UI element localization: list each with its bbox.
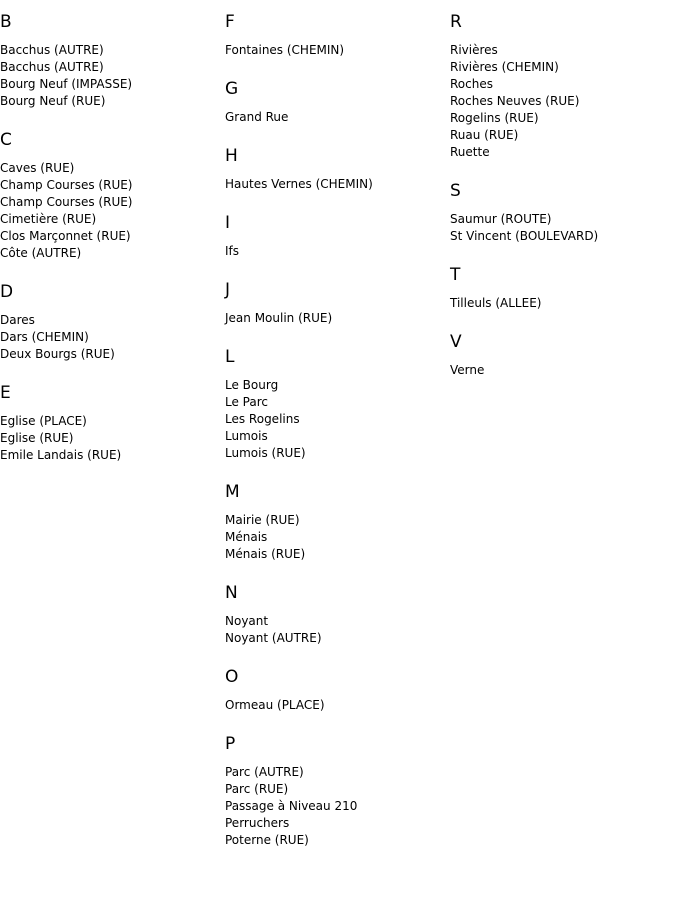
letter-group-i <box>225 213 450 260</box>
letter-heading: N <box>225 583 238 603</box>
street-item: Rivières <box>450 43 498 57</box>
street-item: Bourg Neuf (RUE) <box>0 94 106 108</box>
street-item: Ruau (RUE) <box>450 128 519 142</box>
letter-group-p <box>225 734 450 849</box>
street-item: Fontaines (CHEMIN) <box>225 43 345 57</box>
street-item: Côte (AUTRE) <box>0 246 82 260</box>
letter-group-d <box>0 282 225 363</box>
street-item: St Vincent (BOULEVARD) <box>450 229 599 243</box>
letter-heading: E <box>0 383 11 403</box>
street-list <box>0 42 225 110</box>
street-index-column-1 <box>0 0 225 464</box>
letter-group-h <box>225 146 450 193</box>
street-list <box>450 362 675 379</box>
street-item: Tilleuls (ALLEE) <box>450 296 542 310</box>
street-item: Parc (RUE) <box>225 782 289 796</box>
street-item: Poterne (RUE) <box>225 833 309 847</box>
letter-group-o <box>225 667 450 714</box>
street-item: Grand Rue <box>225 110 289 124</box>
street-item: Lumois (RUE) <box>225 446 306 460</box>
street-item: Ménais (RUE) <box>225 547 306 561</box>
letter-heading: I <box>225 213 231 233</box>
street-list <box>225 512 450 563</box>
street-list <box>450 211 675 245</box>
street-list <box>225 176 450 193</box>
letter-group-t <box>450 265 675 312</box>
letter-group-b <box>0 12 225 110</box>
letter-group-s <box>450 181 675 245</box>
street-list <box>225 42 450 59</box>
street-item: Champ Courses (RUE) <box>0 178 133 192</box>
street-item: Noyant <box>225 614 269 628</box>
street-item: Ménais <box>225 530 268 544</box>
letter-heading: R <box>450 12 462 32</box>
street-item: Le Parc <box>225 395 268 409</box>
street-list <box>225 243 450 260</box>
street-item: Bacchus (AUTRE) <box>0 43 104 57</box>
street-item: Perruchers <box>225 816 290 830</box>
street-item: Bourg Neuf (IMPASSE) <box>0 77 133 91</box>
street-item: Passage à Niveau 210 <box>225 799 358 813</box>
street-list <box>0 413 225 464</box>
street-item: Roches Neuves (RUE) <box>450 94 580 108</box>
street-index-column-3 <box>450 0 675 379</box>
letter-group-n <box>225 583 450 647</box>
street-item: Deux Bourgs (RUE) <box>0 347 115 361</box>
letter-heading: V <box>450 332 462 352</box>
street-item: Mairie (RUE) <box>225 513 300 527</box>
street-list <box>225 613 450 647</box>
street-item: Dares <box>0 313 35 327</box>
letter-group-r <box>450 12 675 161</box>
letter-heading: D <box>0 282 14 302</box>
letter-heading: F <box>225 12 235 32</box>
street-list <box>0 160 225 262</box>
street-item: Verne <box>450 363 485 377</box>
letter-group-g <box>225 79 450 126</box>
street-item: Champ Courses (RUE) <box>0 195 133 209</box>
street-item: Les Rogelins <box>225 412 300 426</box>
street-list <box>0 312 225 363</box>
letter-group-f <box>225 12 450 59</box>
street-item: Jean Moulin (RUE) <box>225 311 333 325</box>
street-item: Noyant (AUTRE) <box>225 631 322 645</box>
street-list <box>225 310 450 327</box>
street-item: Rogelins (RUE) <box>450 111 539 125</box>
street-item: Emile Landais (RUE) <box>0 448 122 462</box>
street-item: Bacchus (AUTRE) <box>0 60 104 74</box>
letter-heading: H <box>225 146 238 166</box>
letter-heading: P <box>225 734 236 754</box>
letter-heading: T <box>450 265 461 285</box>
street-item: Roches <box>450 77 493 91</box>
street-item: Le Bourg <box>225 378 279 392</box>
street-list <box>225 109 450 126</box>
street-item: Lumois <box>225 429 268 443</box>
street-item: Ruette <box>450 145 490 159</box>
letter-group-m <box>225 482 450 563</box>
street-item: Dars (CHEMIN) <box>0 330 89 344</box>
street-item: Rivières (CHEMIN) <box>450 60 559 74</box>
street-item: Ifs <box>225 244 240 258</box>
letter-group-c <box>0 130 225 262</box>
street-item: Eglise (RUE) <box>0 431 74 445</box>
letter-heading: M <box>225 482 240 502</box>
street-index-column-2 <box>225 0 450 849</box>
street-list <box>225 697 450 714</box>
street-item: Ormeau (PLACE) <box>225 698 325 712</box>
street-list <box>450 295 675 312</box>
street-item: Clos Marçonnet (RUE) <box>0 229 131 243</box>
street-item: Eglise (PLACE) <box>0 414 87 428</box>
letter-group-l <box>225 347 450 462</box>
street-item: Parc (AUTRE) <box>225 765 304 779</box>
street-item: Caves (RUE) <box>0 161 75 175</box>
letter-heading: B <box>0 12 12 32</box>
letter-group-v <box>450 332 675 379</box>
street-item: Hautes Vernes (CHEMIN) <box>225 177 373 191</box>
letter-heading: L <box>225 347 235 367</box>
letter-heading: O <box>225 667 239 687</box>
street-list <box>450 42 675 161</box>
letter-group-e <box>0 383 225 464</box>
street-list <box>225 377 450 462</box>
street-list <box>225 764 450 849</box>
letter-heading: J <box>225 280 231 300</box>
letter-heading: G <box>225 79 239 99</box>
letter-heading: S <box>450 181 461 201</box>
letter-group-j <box>225 280 450 327</box>
street-item: Saumur (ROUTE) <box>450 212 552 226</box>
letter-heading: C <box>0 130 12 150</box>
street-item: Cimetière (RUE) <box>0 212 97 226</box>
